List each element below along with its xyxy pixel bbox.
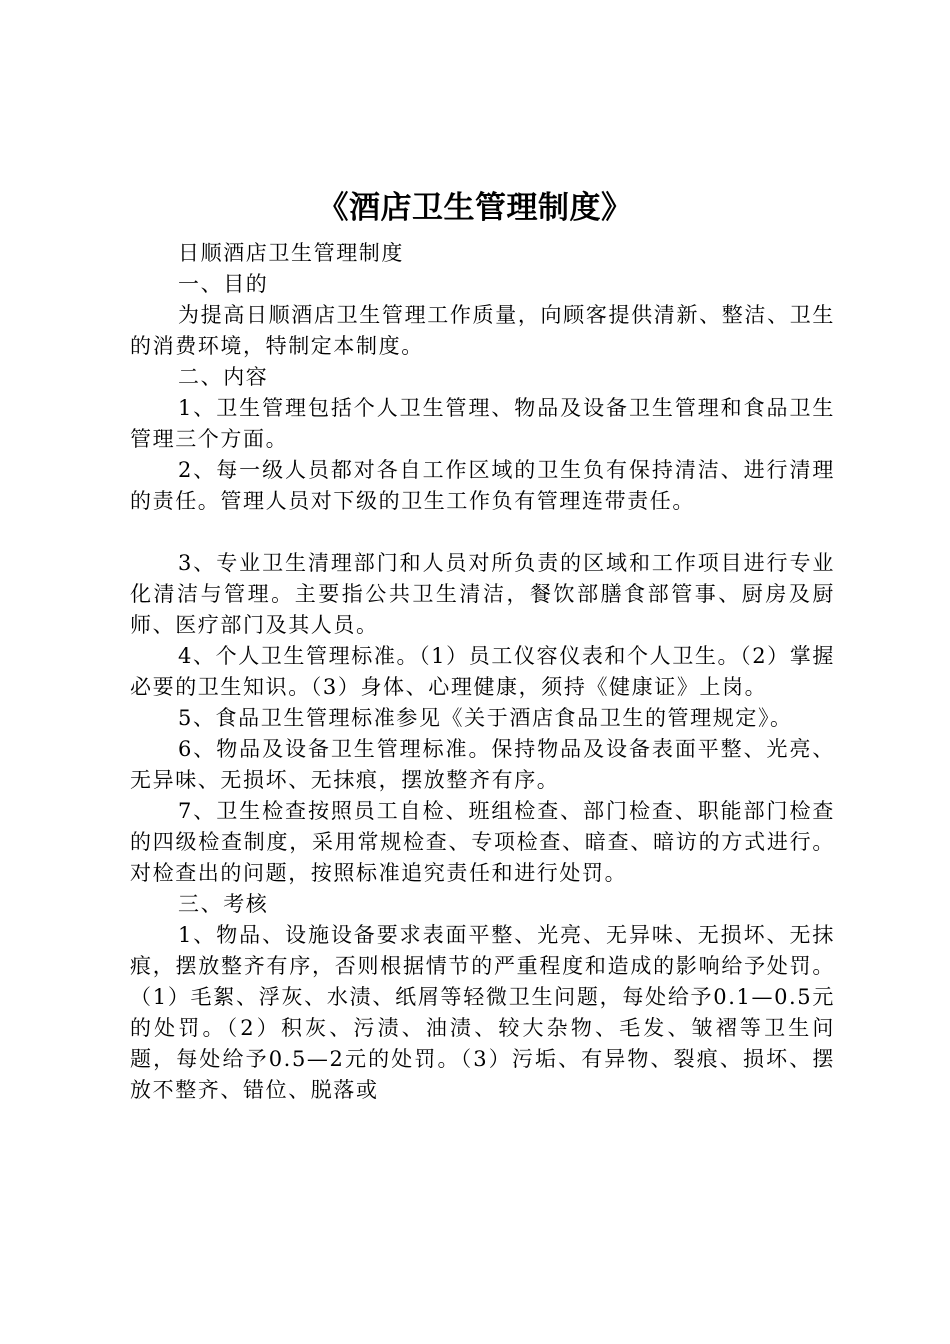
paragraph-content-3: 3、专业卫生清理部门和人员对所负责的区域和工作项目进行专业化清洁与管理。主要指公共卫生清洁，餐饮部膳食部管事、厨房及厨师、医疗部门及其人员。 — [130, 551, 835, 637]
paragraph-content-4: 4、个人卫生管理标准。（1）员工仪容仪表和个人卫生。（2）掌握必要的卫生知识。（3）身体、心理健康，须持《健康证》上岗。 — [130, 644, 835, 699]
section-heading-purpose: 一、目的 — [178, 272, 269, 296]
paragraph-content-6: 6、物品及设备卫生管理标准。保持物品及设备表面平整、光亮、无异味、无损坏、无抹痕，摆放整齐有序。 — [130, 737, 835, 792]
paragraph-content-5: 5、食品卫生管理标准参见《关于酒店食品卫生的管理规定》。 — [178, 706, 793, 730]
document-title: 《酒店卫生管理制度》 — [317, 190, 633, 226]
paragraph-content-1: 1、卫生管理包括个人卫生管理、物品及设备卫生管理和食品卫生管理三个方面。 — [130, 396, 835, 451]
paragraph-assessment-1: 1、物品、设施设备要求表面平整、光亮、无异味、无损坏、无抹痕，摆放整齐有序，否则根据情节的严重程度和造成的影响给予处罚。（1）毛絮、浮灰、水渍、纸屑等轻微卫生问题，每处给予0.1—0.5元的处罚。（2）积灰、污渍、油渍、较大杂物、毛发、皱褶等卫生问题，每处给予0.5—2元的处罚。（3）污垢、有异物、裂痕、损坏、摆放不整齐、错位、脱落或 — [130, 923, 835, 1102]
paragraph-purpose: 为提高日顺酒店卫生管理工作质量，向顾客提供清新、整洁、卫生的消费环境，特制定本制度。 — [130, 303, 835, 358]
section-heading-assessment: 三、考核 — [178, 892, 269, 916]
doc-subtitle: 日顺酒店卫生管理制度 — [178, 241, 404, 265]
paragraph-content-7: 7、卫生检查按照员工自检、班组检查、部门检查、职能部门检查的四级检查制度，采用常规检查、专项检查、暗查、暗访的方式进行。对检查出的问题，按照标准追究责任和进行处罚。 — [130, 799, 835, 885]
section-heading-content: 二、内容 — [178, 365, 269, 389]
paragraph-content-2: 2、每一级人员都对各自工作区域的卫生负有保持清洁、进行清理的责任。管理人员对下级的卫生工作负有管理连带责任。 — [130, 458, 835, 513]
document-body — [130, 238, 835, 1106]
blank-line — [130, 517, 835, 548]
